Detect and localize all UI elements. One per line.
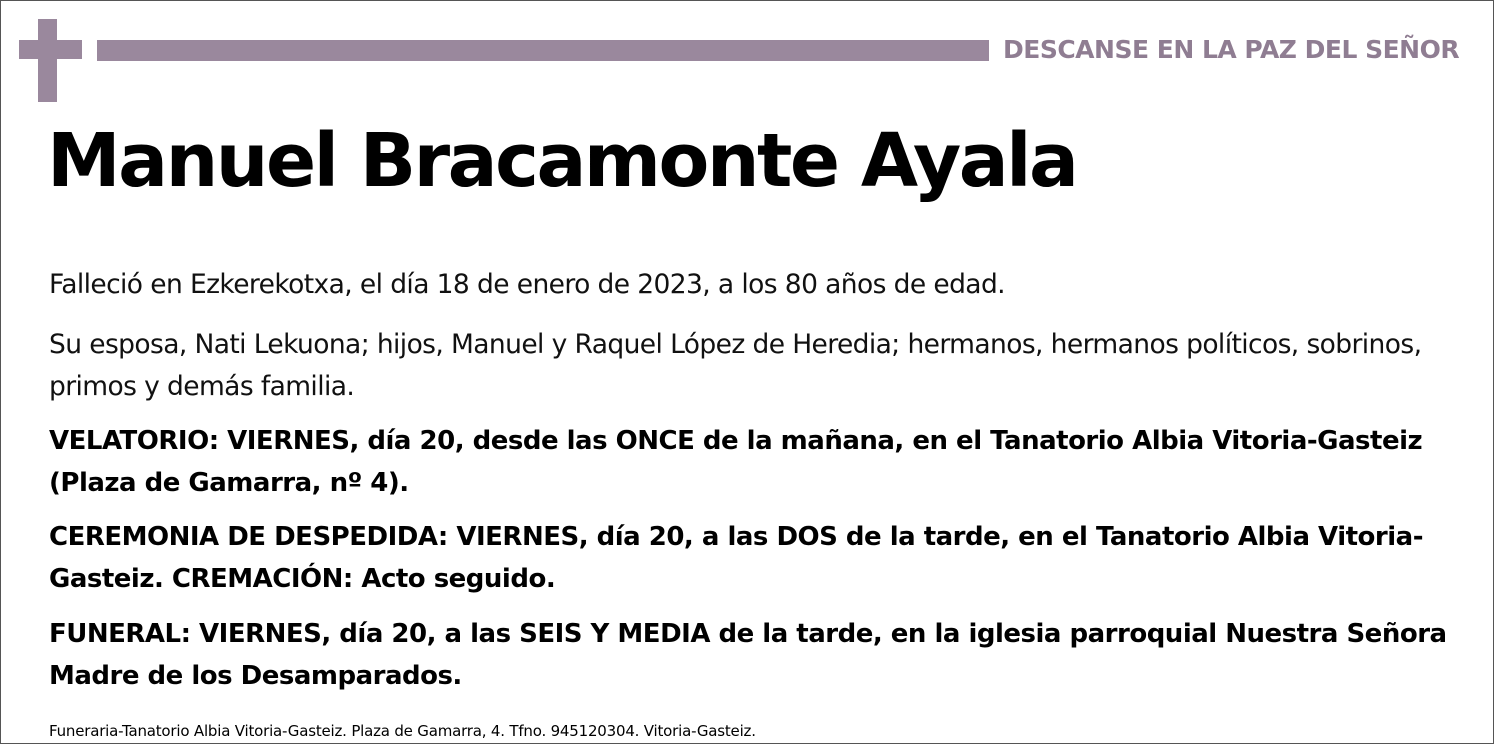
- header-divider-bar: [97, 40, 989, 61]
- cross-icon: [19, 19, 82, 102]
- cross-horizontal-bar: [19, 40, 82, 59]
- funeral-notice: FUNERAL: VIERNES, día 20, a las SEIS Y MEDIA de la tarde, en la iglesia parroquial Nuestra Señora Madre de los Desamparados.: [49, 619, 1447, 691]
- ceremony-notice: CEREMONIA DE DESPEDIDA: VIERNES, día 20, a las DOS de la tarde, en el Tanatorio Albia Vitoria-Gasteiz. CREMACIÓN: Acto seguido.: [49, 522, 1423, 594]
- family-notice: Su esposa, Nati Lekuona; hijos, Manuel y Raquel López de Heredia; hermanos, hermanos políticos, sobrinos, primos y demás familia.: [49, 329, 1422, 402]
- deceased-name: Manuel Bracamonte Ayala: [47, 118, 1077, 204]
- header-slogan: DESCANSE EN LA PAZ DEL SEÑOR: [1003, 35, 1460, 64]
- cross-vertical-bar: [38, 19, 57, 102]
- death-notice: Falleció en Ezkerekotxa, el día 18 de enero de 2023, a los 80 años de edad.: [49, 269, 1005, 300]
- funeral-home-footer: Funeraria-Tanatorio Albia Vitoria-Gasteiz. Plaza de Gamarra, 4. Tfno. 945120304. Vitoria-Gasteiz.: [49, 722, 756, 740]
- wake-notice: VELATORIO: VIERNES, día 20, desde las ONCE de la mañana, en el Tanatorio Albia Vitoria-Gasteiz (Plaza de Gamarra, nº 4).: [49, 426, 1423, 498]
